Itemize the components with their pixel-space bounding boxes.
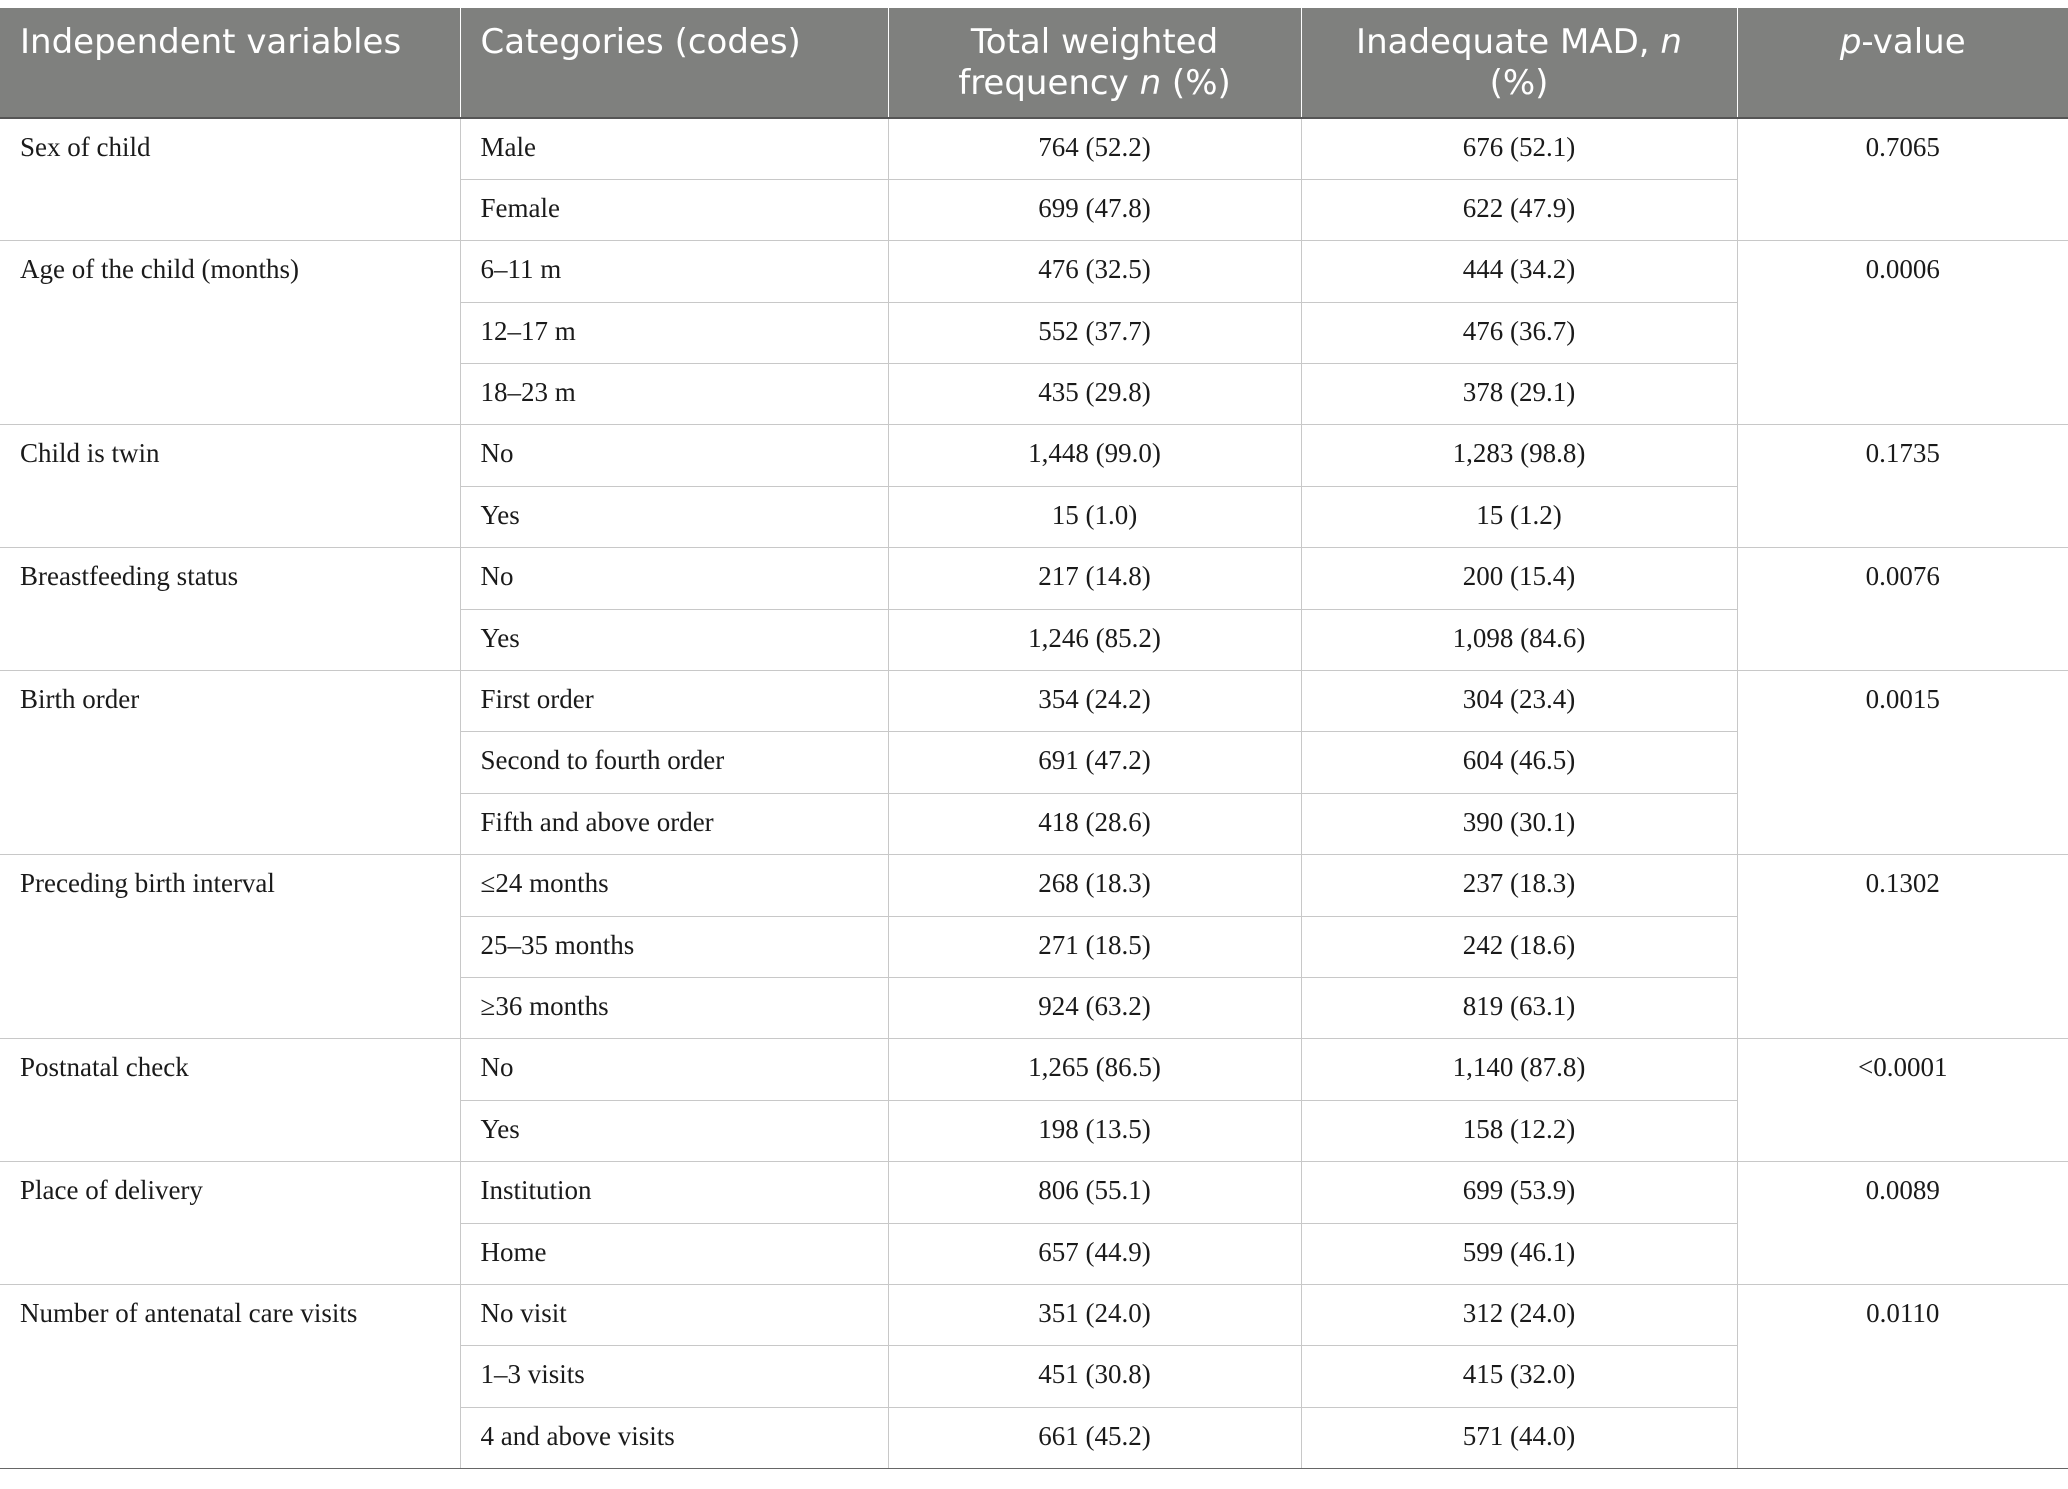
cell-inadequate-mad: 415 (32.0) [1301,1346,1737,1407]
table-row [0,855,2068,916]
cell-total-weighted-frequency: 435 (29.8) [888,364,1301,425]
cell-inadequate-mad: 237 (18.3) [1301,855,1737,916]
header-col3-line2a: frequency [958,63,1140,103]
cell-total-weighted-frequency: 924 (63.2) [888,977,1301,1038]
cell-category: Yes [460,486,888,547]
cell-category: 12–17 m [460,302,888,363]
cell-inadequate-mad: 676 (52.1) [1301,118,1737,179]
cell-p-value: 0.0110 [1737,1284,2068,1468]
cell-variable: Place of delivery [0,1162,460,1285]
cell-category: ≤24 months [460,855,888,916]
cell-variable: Birth order [0,671,460,855]
cell-inadequate-mad: 819 (63.1) [1301,977,1737,1038]
header-col2-text: Categories (codes) [480,22,801,62]
cell-category: Home [460,1223,888,1284]
cell-category: No [460,1039,888,1100]
cell-category: ≥36 months [460,977,888,1038]
cell-total-weighted-frequency: 198 (13.5) [888,1100,1301,1161]
cell-category: Second to fourth order [460,732,888,793]
cell-inadequate-mad: 158 (12.2) [1301,1100,1737,1161]
table-row [0,671,2068,732]
cell-category: 25–35 months [460,916,888,977]
cell-inadequate-mad: 476 (36.7) [1301,302,1737,363]
cell-total-weighted-frequency: 268 (18.3) [888,855,1301,916]
cell-p-value: 0.1735 [1737,425,2068,548]
cell-total-weighted-frequency: 1,265 (86.5) [888,1039,1301,1100]
table-row [0,548,2068,609]
cell-inadequate-mad: 622 (47.9) [1301,179,1737,240]
cell-variable: Age of the child (months) [0,241,460,425]
cell-inadequate-mad: 390 (30.1) [1301,793,1737,854]
cell-category: Yes [460,609,888,670]
header-col4-a: Inadequate MAD, [1356,22,1661,62]
cell-inadequate-mad: 15 (1.2) [1301,486,1737,547]
cell-variable: Postnatal check [0,1039,460,1162]
cell-variable: Sex of child [0,118,460,241]
cell-total-weighted-frequency: 1,246 (85.2) [888,609,1301,670]
cell-total-weighted-frequency: 418 (28.6) [888,793,1301,854]
cell-inadequate-mad: 604 (46.5) [1301,732,1737,793]
header-col3-line2b: (%) [1161,63,1231,103]
cell-p-value: 0.0076 [1737,548,2068,671]
header-total-weighted-frequency [888,8,1301,118]
cell-total-weighted-frequency: 15 (1.0) [888,486,1301,547]
cell-p-value: 0.1302 [1737,855,2068,1039]
cell-total-weighted-frequency: 552 (37.7) [888,302,1301,363]
table-row [0,1162,2068,1223]
header-col3-line1: Total weighted [970,22,1219,62]
cell-inadequate-mad: 312 (24.0) [1301,1284,1737,1345]
header-col5-b: -value [1861,22,1966,62]
cell-total-weighted-frequency: 661 (45.2) [888,1407,1301,1468]
table-body [0,118,2068,1469]
cell-category: Yes [460,1100,888,1161]
cell-variable: Preceding birth interval [0,855,460,1039]
cell-category: 6–11 m [460,241,888,302]
cell-inadequate-mad: 571 (44.0) [1301,1407,1737,1468]
table-row [0,118,2068,179]
cell-p-value: 0.7065 [1737,118,2068,241]
table-row [0,1284,2068,1345]
cell-category: Female [460,179,888,240]
header-col5-italic-p: p [1839,22,1862,62]
cell-inadequate-mad: 200 (15.4) [1301,548,1737,609]
cell-variable: Number of antenatal care visits [0,1284,460,1468]
cell-total-weighted-frequency: 691 (47.2) [888,732,1301,793]
header-inadequate-mad [1301,8,1737,118]
cell-total-weighted-frequency: 699 (47.8) [888,179,1301,240]
header-independent-variables [0,8,460,118]
cell-inadequate-mad: 599 (46.1) [1301,1223,1737,1284]
header-p-value [1737,8,2068,118]
cell-variable: Breastfeeding status [0,548,460,671]
cell-total-weighted-frequency: 764 (52.2) [888,118,1301,179]
table-row [0,1039,2068,1100]
cell-total-weighted-frequency: 271 (18.5) [888,916,1301,977]
cell-category: No visit [460,1284,888,1345]
cell-inadequate-mad: 1,283 (98.8) [1301,425,1737,486]
data-table [0,8,2068,1469]
header-row [0,8,2068,118]
cell-category: No [460,548,888,609]
cell-inadequate-mad: 378 (29.1) [1301,364,1737,425]
cell-category: No [460,425,888,486]
cell-inadequate-mad: 1,098 (84.6) [1301,609,1737,670]
cell-total-weighted-frequency: 351 (24.0) [888,1284,1301,1345]
cell-variable: Child is twin [0,425,460,548]
cell-category: Institution [460,1162,888,1223]
cell-p-value: 0.0006 [1737,241,2068,425]
cell-total-weighted-frequency: 1,448 (99.0) [888,425,1301,486]
cell-p-value: 0.0015 [1737,671,2068,855]
cell-total-weighted-frequency: 476 (32.5) [888,241,1301,302]
header-col4-b: (%) [1489,63,1549,103]
cell-category: Male [460,118,888,179]
cell-category: First order [460,671,888,732]
header-col3-italic-n: n [1139,63,1162,103]
cell-inadequate-mad: 304 (23.4) [1301,671,1737,732]
cell-inadequate-mad: 1,140 (87.8) [1301,1039,1737,1100]
cell-inadequate-mad: 242 (18.6) [1301,916,1737,977]
header-col4-italic-n: n [1660,22,1682,62]
table-row [0,241,2068,302]
cell-total-weighted-frequency: 657 (44.9) [888,1223,1301,1284]
cell-category: Fifth and above order [460,793,888,854]
table-row [0,425,2068,486]
cell-category: 4 and above visits [460,1407,888,1468]
cell-category: 1–3 visits [460,1346,888,1407]
cell-inadequate-mad: 699 (53.9) [1301,1162,1737,1223]
cell-total-weighted-frequency: 354 (24.2) [888,671,1301,732]
cell-total-weighted-frequency: 451 (30.8) [888,1346,1301,1407]
cell-p-value: <0.0001 [1737,1039,2068,1162]
header-categories [460,8,888,118]
cell-category: 18–23 m [460,364,888,425]
cell-p-value: 0.0089 [1737,1162,2068,1285]
cell-total-weighted-frequency: 217 (14.8) [888,548,1301,609]
cell-total-weighted-frequency: 806 (55.1) [888,1162,1301,1223]
header-col1-text: Independent variables [20,22,402,62]
cell-inadequate-mad: 444 (34.2) [1301,241,1737,302]
table-header [0,8,2068,118]
